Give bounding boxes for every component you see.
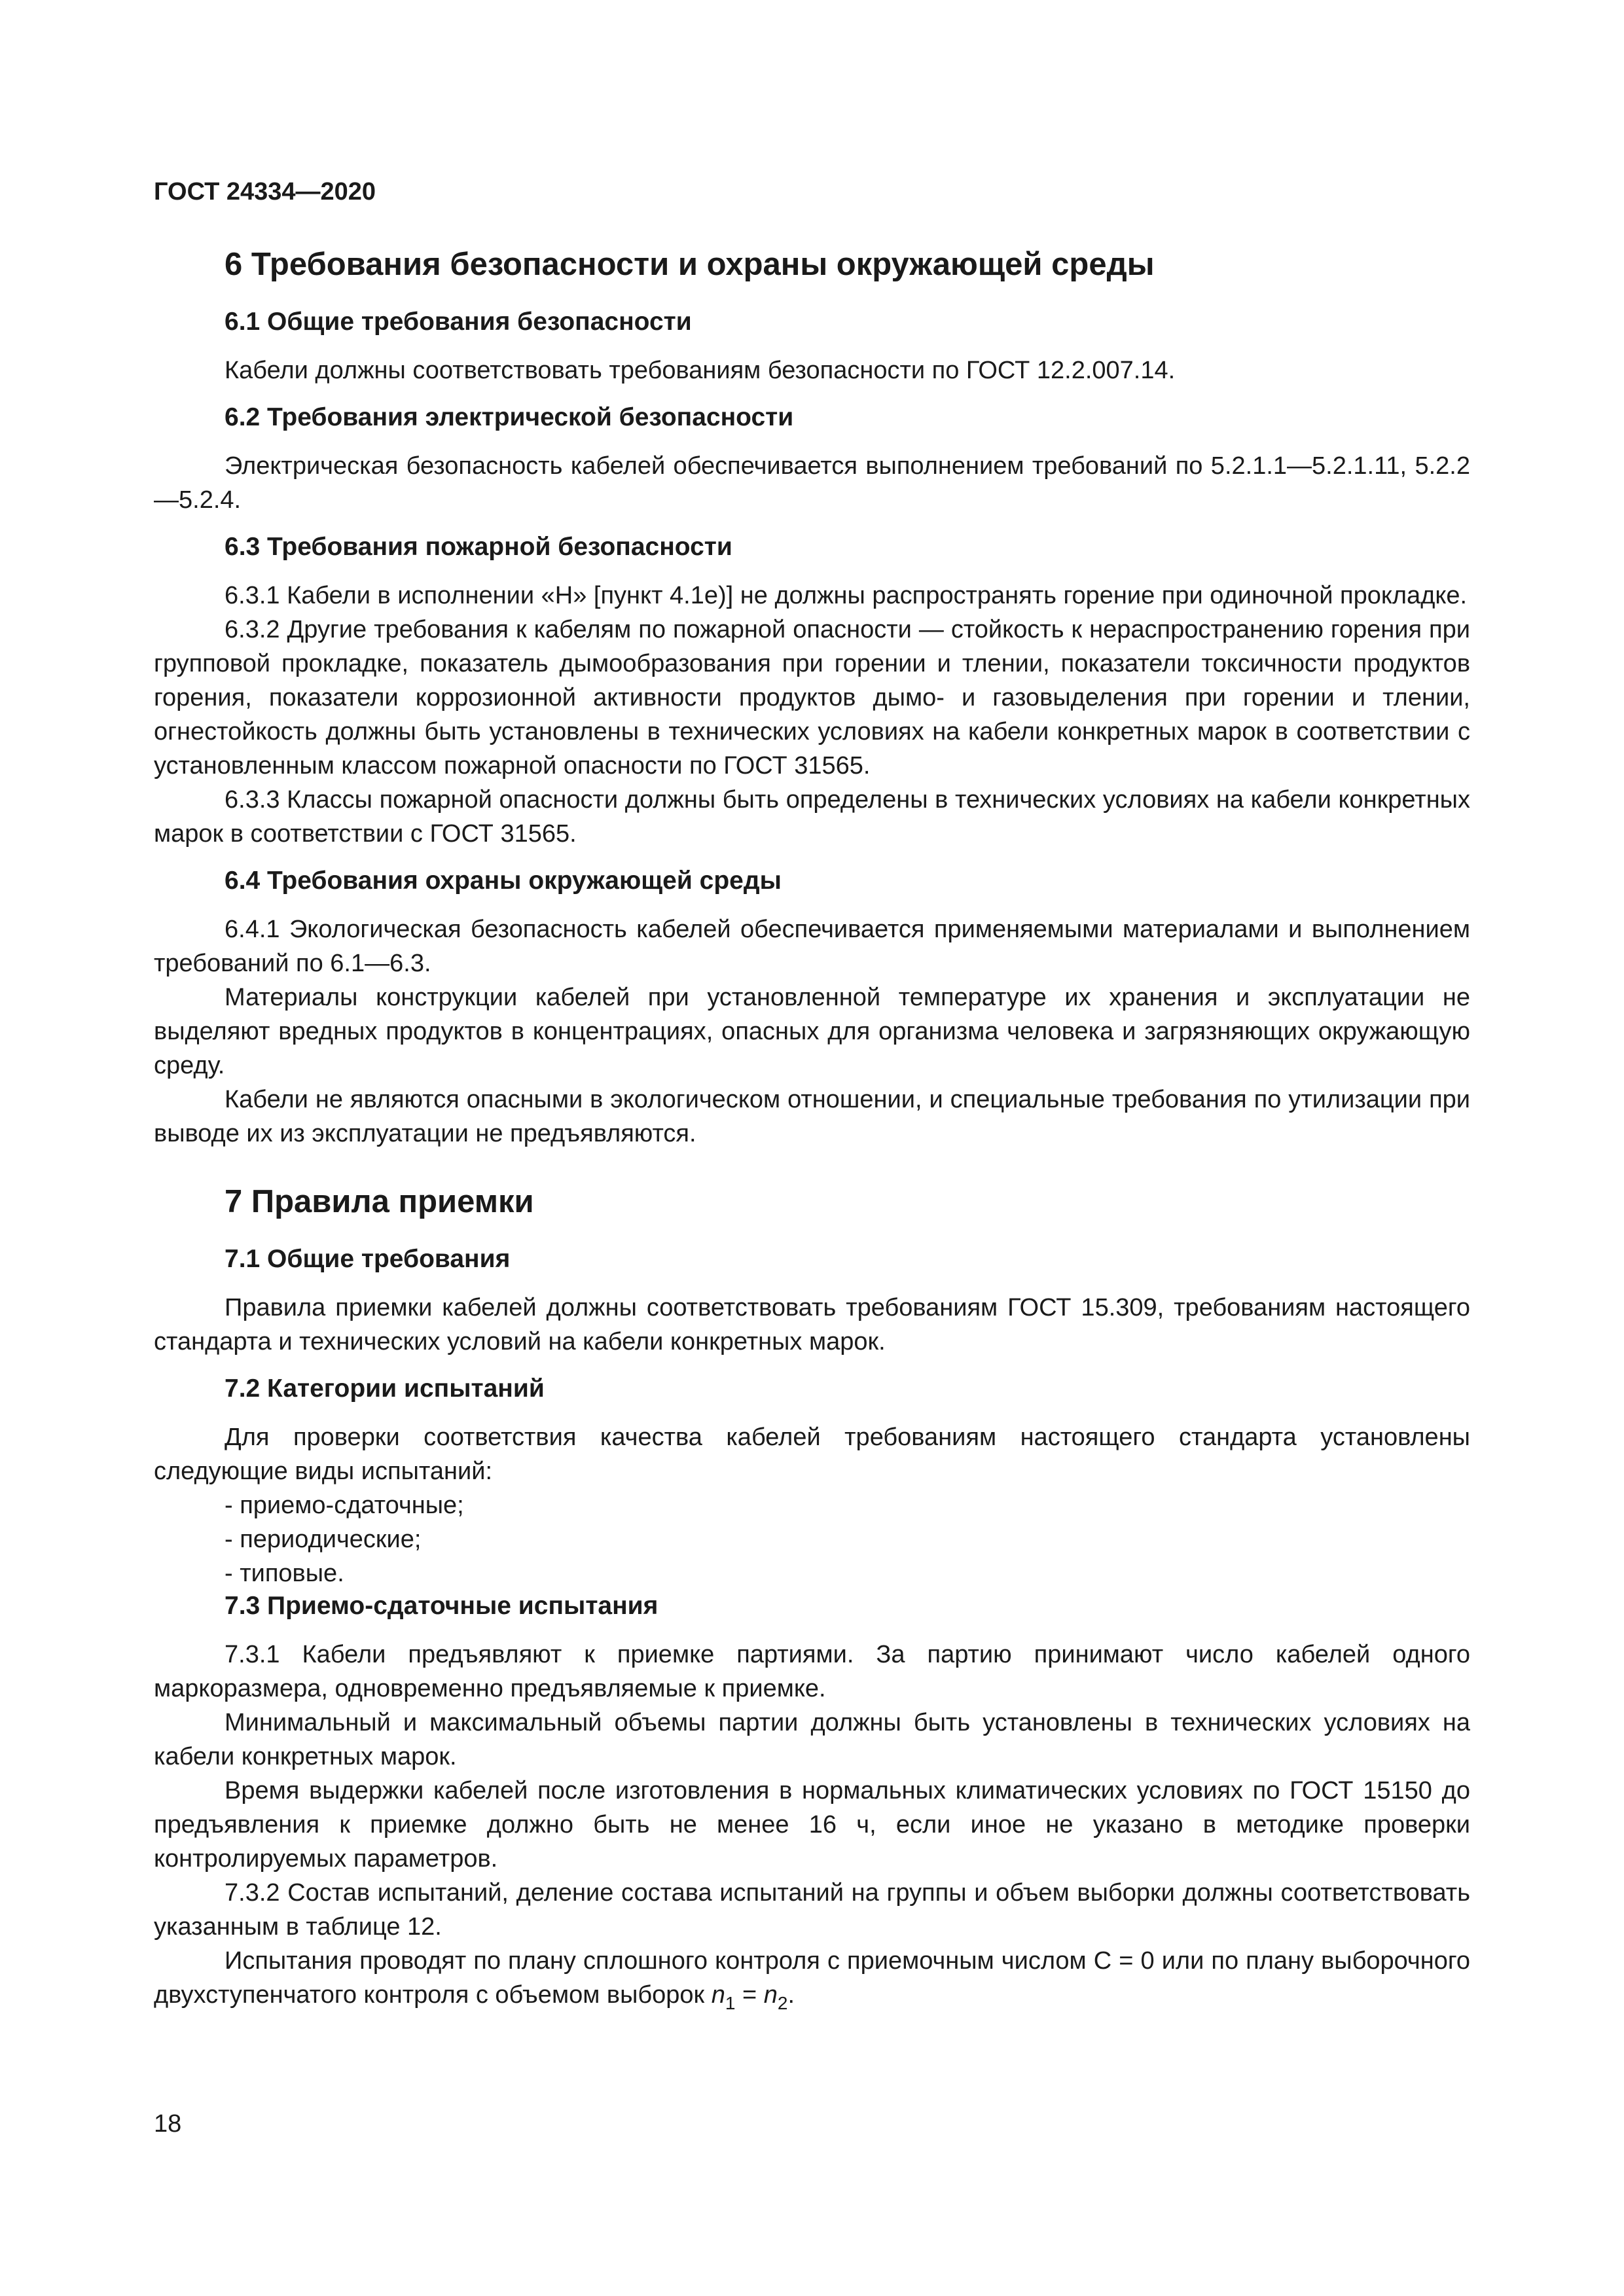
section-7-3-title: 7.3 Приемо-сдаточные испытания — [225, 1592, 659, 1620]
document-code: ГОСТ 24334—2020 — [154, 178, 376, 206]
sample-size-sub-1: 1 — [725, 1993, 736, 2013]
section-6-3-title: 6.3 Требования пожарной безопасности — [225, 533, 732, 561]
sample-size-var-2: n — [763, 1981, 778, 2009]
section-6-3-1-text: 6.3.1 Кабели в исполнении «Н» [пункт 4.1е)] не должны распространять горение при одиночной прокладке. — [225, 582, 1468, 609]
sample-size-sub-2: 2 — [777, 1993, 788, 2013]
section-7-title: 7 Правила приемки — [225, 1184, 534, 1219]
section-6-4-title: 6.4 Требования охраны окружающей среды — [225, 867, 782, 895]
section-7-1-title: 7.1 Общие требования — [225, 1245, 511, 1273]
section-6-1-title: 6.1 Общие требования безопасности — [225, 308, 692, 336]
section-6-3-2-text: 6.3.2 Другие требования к кабелям по пожарной опасности — стойкость к нераспространению горения при групповой прокладке, показатель дымообразования при горении и тлении, показатели токсичности продуктов горения, показатели коррозионной активности продуктов дымо- и газовыделения при горении и тлении, огнестойкость должны быть установлены в технических условиях на кабели конкретных марок в соответствии с установленным классом пожарной опасности по ГОСТ 31565. — [154, 616, 1470, 780]
section-6-title: 6 Требования безопасности и охраны окружающей среды — [225, 247, 1155, 282]
section-6-2-text: Электрическая безопасность кабелей обеспечивается выполнением требований по 5.2.1.1—5.2.1.11, 5.2.2—5.2.4. — [154, 452, 1470, 514]
section-6-4-materials-text: Материалы конструкции кабелей при установленной температуре их хранения и эксплуатации не выделяют вредных продуктов в концентрациях, опасных для организма человека и загрязняющих окружающую среду. — [154, 984, 1470, 1079]
section-6-2-title: 6.2 Требования электрической безопасности — [225, 403, 794, 431]
section-7-2-text: Для проверки соответствия качества кабелей требованиям настоящего стандарта установлены следующие виды испытаний: — [154, 1424, 1470, 1485]
section-7-2-title: 7.2 Категории испытаний — [225, 1374, 545, 1403]
section-6-3-3-text: 6.3.3 Классы пожарной опасности должны быть определены в технических условиях на кабели конкретных марок в соответствии с ГОСТ 31565. — [154, 786, 1470, 848]
test-category-item: - приемо-сдаточные; — [225, 1492, 464, 1519]
batch-volume-text: Минимальный и максимальный объемы партии должны быть установлены в технических условиях на кабели конкретных марок. — [154, 1709, 1470, 1770]
section-7-1-text: Правила приемки кабелей должны соответствовать требованиям ГОСТ 15.309, требованиям настоящего стандарта и технических условий на кабели конкретных марок. — [154, 1294, 1470, 1355]
test-category-item: - типовые. — [225, 1560, 344, 1587]
section-6-4-1-text: 6.4.1 Экологическая безопасность кабелей обеспечивается применяемыми материалами и выполнением требований по 6.1—6.3. — [154, 916, 1470, 977]
equals-sign: = — [735, 1981, 764, 2009]
section-7-3-2-text: 7.3.2 Состав испытаний, деление состава испытаний на группы и объем выборки должны соответствовать указанным в таблице 12. — [154, 1879, 1470, 1941]
page-number: 18 — [154, 2110, 182, 2138]
sampling-plan-body: Испытания проводят по плану сплошного контроля с приемочным числом С = 0 или по плану выборочного двухступенчатого контроля с объемом выборок — [154, 1947, 1470, 2009]
sampling-plan-text — [154, 1944, 1470, 2012]
section-6-1-text: Кабели должны соответствовать требованиям безопасности по ГОСТ 12.2.007.14. — [225, 357, 1176, 384]
test-category-item: - периодические; — [225, 1526, 422, 1553]
holding-time-text: Время выдержки кабелей после изготовления в нормальных климатических условиях по ГОСТ 15150 до предъявления к приемке должно быть не менее 16 ч, если иное не указано в методике проверки контролируемых параметров. — [154, 1777, 1470, 1873]
section-6-4-ecology-text: Кабели не являются опасными в экологическом отношении, и специальные требования по утилизации при выводе их из эксплуатации не предъявляются. — [154, 1086, 1470, 1147]
section-7-3-1-text: 7.3.1 Кабели предъявляют к приемке партиями. За партию принимают число кабелей одного маркоразмера, одновременно предъявляемые к приемке. — [154, 1641, 1470, 1702]
sentence-end: . — [787, 1981, 795, 2009]
sample-size-var-1: n — [711, 1981, 725, 2009]
